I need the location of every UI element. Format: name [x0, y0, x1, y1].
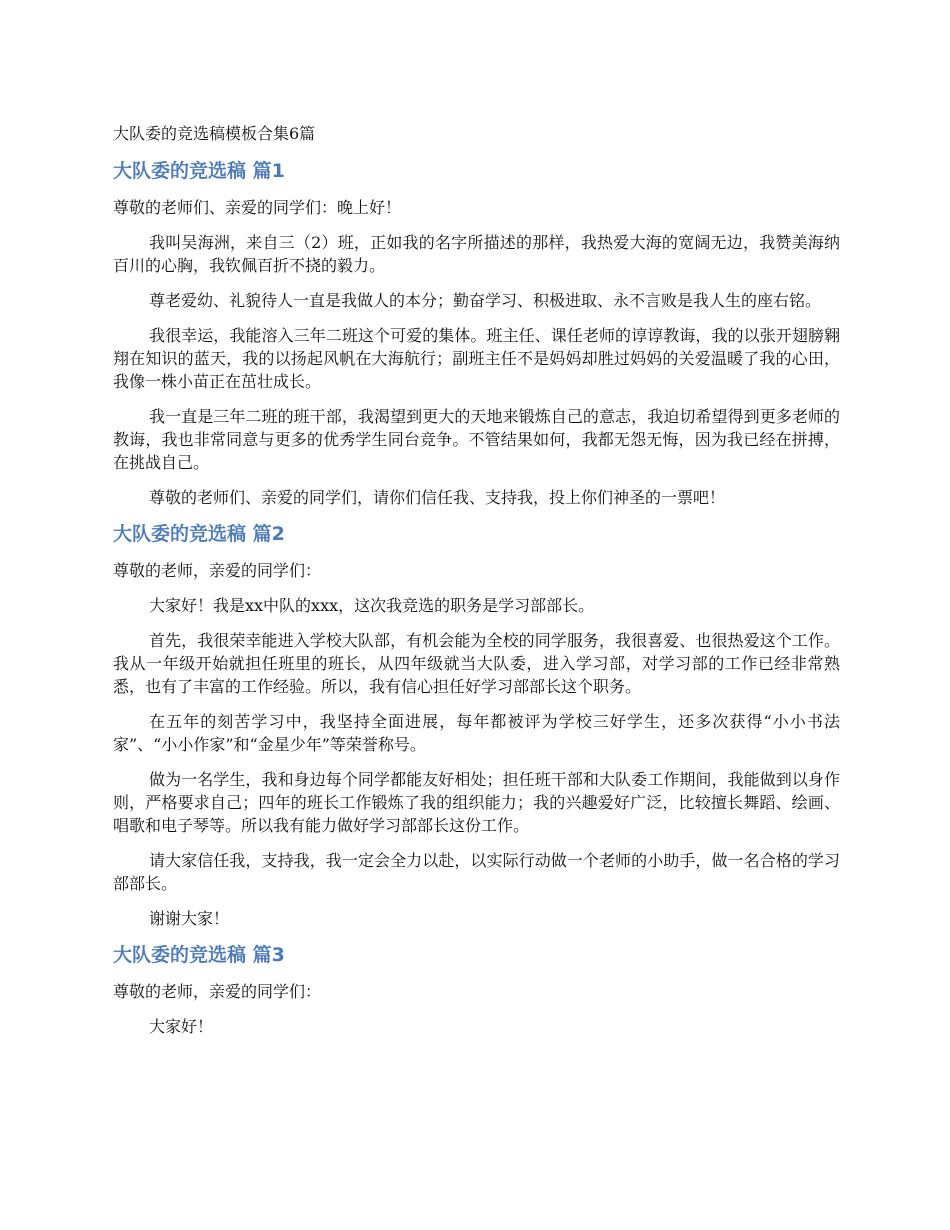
body-paragraph: 尊敬的老师们、亲爱的同学们，请你们信任我、支持我，投上你们神圣的一票吧！ [149, 488, 726, 507]
body-paragraph: 在五年的刻苦学习中，我坚持全面进展，每年都被评为学校三好学生，还多次获得“小小书法家”、“小小作家”和“金星少年”等荣誉称号。 [113, 712, 840, 754]
body-paragraph: 我很幸运，我能溶入三年二班这个可爱的集体。班主任、课任老师的谆谆教诲，我的以张开翅膀翱翔在知识的蓝天，我的以扬起风帆在大海航行；副班主任不是妈妈却胜过妈妈的关爱温暖了我的心田，我像一株小苗正在茁壮成长。 [113, 326, 840, 391]
body-paragraph: 做为一名学生，我和身边每个同学都能友好相处；担任班干部和大队委工作期间，我能做到以身作则，严格要求自己；四年的班长工作锻炼了我的组织能力；我的兴趣爱好广泛，比较擅长舞蹈、绘画、唱歌和电子琴等。所以我有能力做好学习部部长这份工作。 [113, 770, 840, 835]
closing-line: 谢谢大家！ [149, 909, 230, 928]
section-heading: 大队委的竞选稿 篇2 [113, 523, 285, 545]
salutation: 尊敬的老师，亲爱的同学们： [113, 982, 322, 1001]
salutation: 尊敬的老师们、亲爱的同学们：晚上好！ [113, 198, 402, 217]
body-paragraph: 大家好！ [149, 1017, 214, 1036]
body-paragraph: 请大家信任我，支持我，我一定会全力以赴，以实际行动做一个老师的小助手，做一名合格的学习部部长。 [113, 851, 840, 893]
section-heading: 大队委的竞选稿 篇1 [113, 160, 285, 182]
body-paragraph: 我一直是三年二班的班干部，我渴望到更大的天地来锻炼自己的意志，我迫切希望得到更多老师的教诲，我也非常同意与更多的优秀学生同台竞争。不管结果如何，我都无怨无悔，因为我已经在拼搏，在挑战自己。 [113, 407, 840, 472]
document-page [113, 122, 840, 1050]
body-paragraph: 首先，我很荣幸能进入学校大队部，有机会能为全校的同学服务，我很喜爱、也很热爱这个工作。我从一年级开始就担任班里的班长，从四年级就当大队委，进入学习部，对学习部的工作已经非常熟悉，也有了丰富的工作经验。所以，我有信心担任好学习部部长这个职务。 [113, 631, 840, 696]
salutation: 尊敬的老师，亲爱的同学们： [113, 561, 322, 580]
body-paragraph: 尊老爱幼、礼貌待人一直是我做人的本分；勤奋学习、积极进取、永不言败是我人生的座右铭。 [149, 291, 822, 310]
body-paragraph: 大家好！我是xx中队的xxx，这次我竞选的职务是学习部部长。 [149, 596, 595, 615]
section-2 [113, 521, 840, 930]
section-3 [113, 942, 840, 1038]
section-1 [113, 158, 840, 509]
section-heading: 大队委的竞选稿 篇3 [113, 944, 285, 966]
body-paragraph: 我叫吴海洲，来自三（2）班，正如我的名字所描述的那样，我热爱大海的宽阔无边，我赞美海纳百川的心胸，我钦佩百折不挠的毅力。 [113, 233, 840, 275]
document-title: 大队委的竞选稿模板合集6篇 [113, 124, 316, 143]
